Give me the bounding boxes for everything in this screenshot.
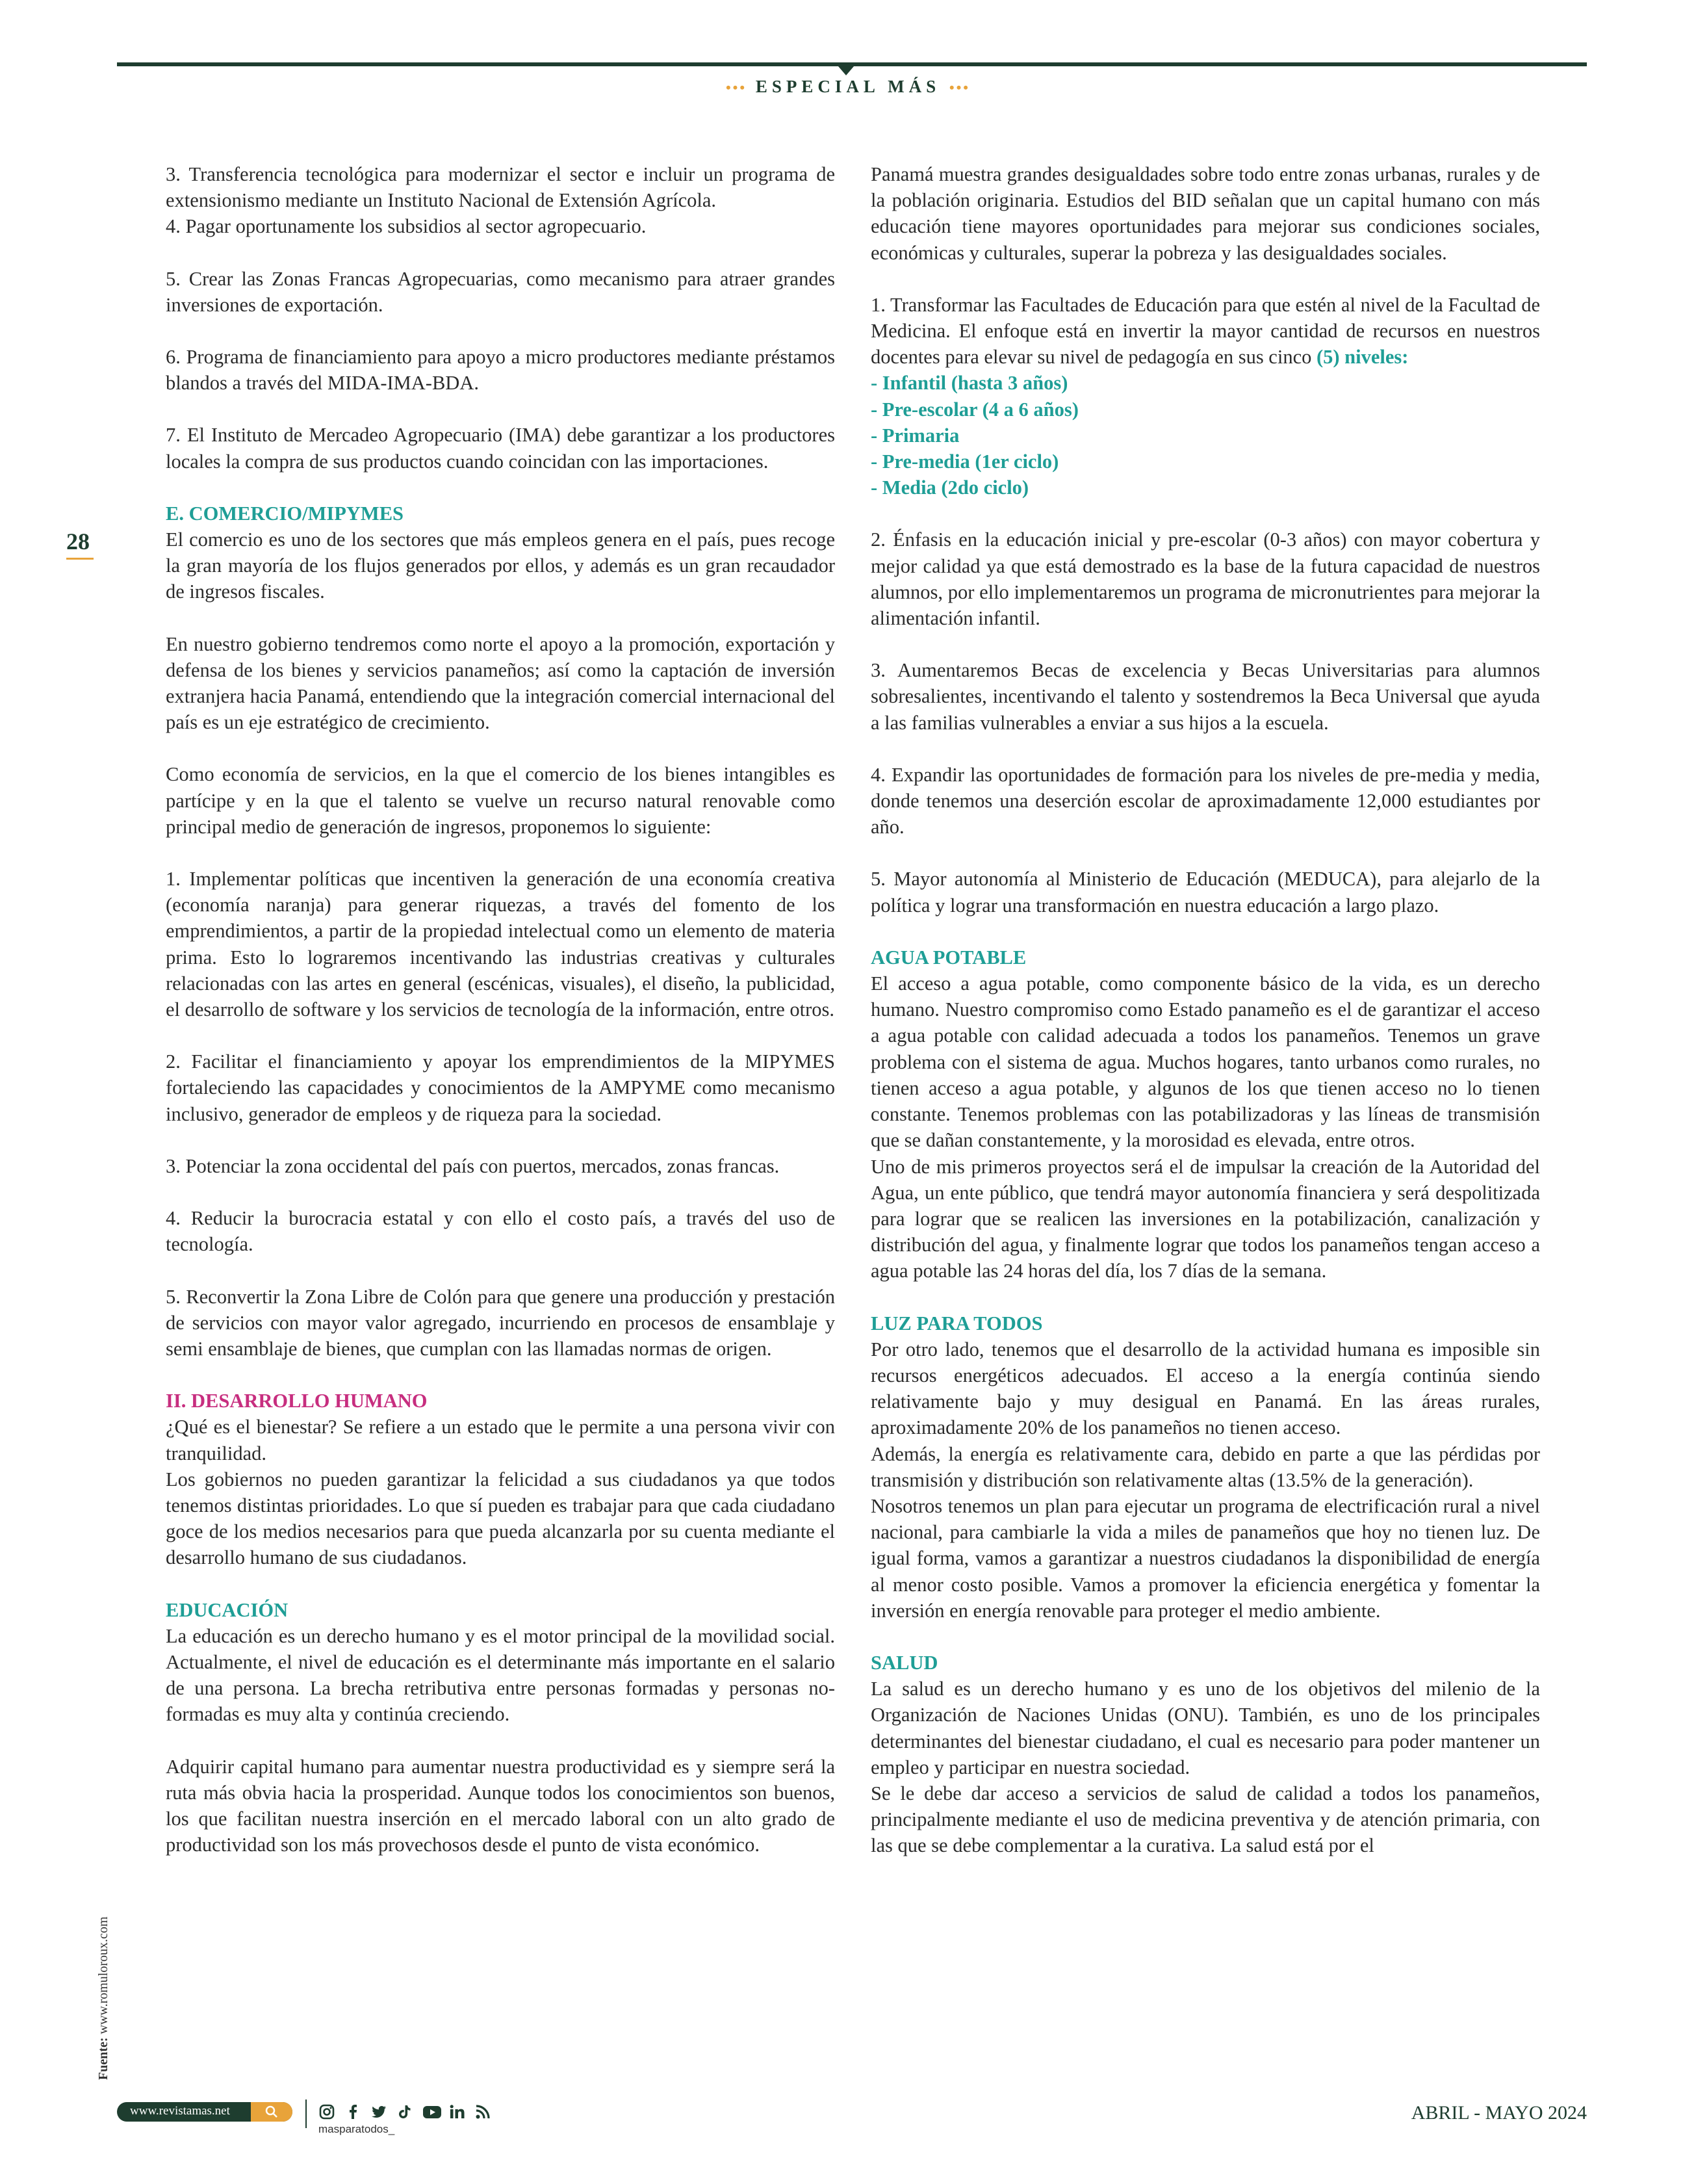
issue-date: ABRIL - MAYO 2024 bbox=[1411, 2102, 1587, 2124]
footer bbox=[117, 2097, 1587, 2136]
paragraph: 6. Programa de financiamiento para apoyo a micro productores mediante préstamos blandos a través del MIDA-IMA-BDA. bbox=[166, 346, 835, 395]
right-dots: ••• bbox=[949, 79, 971, 96]
paragraph: Nosotros tenemos un plan para ejecutar un programa de electrificación rural a nivel nacional, para cambiarle la vida a miles de panameños que hoy no tienen luz. De igual forma, vamos a garantizar a nuestros ciudadanos la disponibilidad de energía al menor costo posible. Vamos a promover la eficiencia energética y fomentar la inversión en energía renovable para proteger el medio ambiente. bbox=[871, 1494, 1540, 1622]
paragraph: 7. El Instituto de Mercadeo Agropecuario (IMA) debe garantizar a los productores locales la compra de sus productos cuando coincidan con las importaciones. bbox=[166, 424, 835, 473]
header-notch bbox=[838, 66, 854, 75]
paragraph: La educación es un derecho humano y es el motor principal de la movilidad social. Actualmente, el nivel de educación es el determinante más importante en el salario de una persona. La brecha retributiva entre personas formadas y personas no-formadas es muy alta y continúa creciendo. bbox=[166, 1624, 835, 1726]
paragraph: Los gobiernos no pueden garantizar la felicidad a sus ciudadanos ya que todos tenemos distintas prioridades. Lo que sí pueden es trabajar para que cada ciudadano goce de los medios necesarios para que pueda alcanzarla por su cuenta mediante el desarrollo humano de sus ciudadanos. bbox=[166, 1468, 835, 1569]
section-heading: LUZ PARA TODOS bbox=[871, 1312, 1043, 1334]
twitter-icon[interactable] bbox=[370, 2103, 387, 2120]
education-level-item: - Media (2do ciclo) bbox=[871, 476, 1029, 499]
paragraph: 4. Reducir la burocracia estatal y con ello el costo país, a través del uso de tecnología. bbox=[166, 1207, 835, 1256]
search-button[interactable] bbox=[251, 2102, 292, 2122]
education-point-1-text: 1. Transformar las Facultades de Educación para que estén al nivel de la Facultad de Medicina. El enfoque está en invertir la mayor cantidad de recursos en nuestros docentes para elevar su nivel de pedagogía en sus cinco bbox=[871, 293, 1540, 369]
source-credit bbox=[96, 1917, 111, 2080]
section-tag bbox=[0, 77, 1696, 97]
education-point-1 bbox=[871, 292, 1540, 370]
paragraph: 4. Expandir las oportunidades de formación para los niveles de pre-media y media, donde tenemos una deserción escolar de aproximadamente 12,000 estudiantes por año. bbox=[871, 763, 1540, 838]
paragraph: ¿Qué es el bienestar? Se refiere a un estado que le permite a una persona vivir con tranquilidad. bbox=[166, 1416, 835, 1464]
website-url[interactable]: www.revistamas.net bbox=[130, 2104, 230, 2118]
section-heading: E. COMERCIO/MIPYMES bbox=[166, 502, 404, 525]
intro-paragraph: Panamá muestra grandes desigualdades sobre todo entre zonas urbanas, rurales y de la población originaria. Estudios del BID señalan que un capital humano con más educación tiene mayores oportunidades para mejorar sus condiciones sociales, económicas y culturales, superar la pobreza y las desigualdades sociales. bbox=[871, 163, 1540, 264]
levels-intro: (5) niveles: bbox=[1316, 346, 1409, 369]
section-heading: II. DESARROLLO HUMANO bbox=[166, 1390, 428, 1412]
footer-divider bbox=[305, 2100, 307, 2128]
left-dots: ••• bbox=[725, 79, 747, 96]
paragraph: Por otro lado, tenemos que el desarrollo de la actividad humana es imposible sin recursos energéticos adecuados. El acceso a la energía continúa siendo relativamente bajo y muy desigual en Panamá. En las áreas rurales, aproximadamente 20% de los panameños no tienen acceso. bbox=[871, 1338, 1540, 1439]
section-heading: AGUA POTABLE bbox=[871, 946, 1027, 968]
youtube-icon[interactable] bbox=[422, 2103, 439, 2120]
paragraph: Uno de mis primeros proyectos será el de impulsar la creación de la Autoridad del Agua, un ente público, que tendrá mayor autonomía financiera y será despolitizada para lograr que se realicen las inversiones en la potabilización, canalización y distribución del agua, y finalmente lograr que todos los panameños tengan acceso a agua potable las 24 horas del día, los 7 días de la semana. bbox=[871, 1155, 1540, 1282]
source-label: Fuente: bbox=[96, 2037, 110, 2080]
paragraph: El comercio es uno de los sectores que más empleos genera en el país, pues recoge la gran mayoría de los flujos generados por ellos, y además es un gran recaudador de ingresos fiscales. bbox=[166, 528, 835, 603]
social-handle[interactable]: masparatodos_ bbox=[318, 2123, 395, 2135]
paragraph: Adquirir capital humano para aumentar nuestra productividad es y siempre será la ruta más obvia hacia la prosperidad. Aunque todos los conocimientos son buenos, los que facilitan nuestra inserción en el mercado laboral con un alto grado de productividad son los más provechosos desde el punto de vista económico. bbox=[166, 1755, 835, 1856]
social-icons bbox=[318, 2101, 491, 2123]
section-heading: EDUCACIÓN bbox=[166, 1598, 289, 1621]
tiktok-icon[interactable] bbox=[396, 2103, 413, 2120]
website-pill[interactable] bbox=[117, 2102, 292, 2122]
education-level-item: - Pre-media (1er ciclo) bbox=[871, 450, 1059, 473]
paragraph: 2. Énfasis en la educación inicial y pre-escolar (0-3 años) con mayor cobertura y mejor calidad ya que está demostrado es la base de la futura capacidad de nuestros alumnos, por ello implementaremos un programa de micronutrientes para mejorar la alimentación infantil. bbox=[871, 528, 1540, 630]
page-number-rule bbox=[66, 558, 94, 560]
paragraph: En nuestro gobierno tendremos como norte el apoyo a la promoción, exportación y defensa de los bienes y servicios panameños; así como la captación de inversión extranjera hacia Panamá, entendiendo que la integración comercial internacional del país es un eje estratégico de crecimiento. bbox=[166, 632, 835, 734]
education-level-item: - Pre-escolar (4 a 6 años) bbox=[871, 398, 1079, 421]
left-column bbox=[166, 161, 835, 1884]
right-column bbox=[871, 161, 1540, 1859]
rss-icon[interactable] bbox=[474, 2103, 491, 2120]
source-url: www.romuloroux.com bbox=[96, 1916, 110, 2034]
paragraph: 1. Implementar políticas que incentiven la generación de una economía creativa (economía naranja) para generar riquezas, a través del fomento de los emprendimientos, a partir de la propiedad intelectual como un elemento de materia prima. Esto lo lograremos incentivando las industrias creativas y culturales relacionadas con las artes en general (escénicas, visuales), el diseño, la publicidad, el desarrollo de software y los servicios de tecnología de la información, entre otros. bbox=[166, 868, 835, 1021]
paragraph: 5. Crear las Zonas Francas Agropecuarias, como mecanismo para atraer grandes inversiones de exportación. bbox=[166, 267, 835, 316]
right-column-blocks bbox=[871, 526, 1540, 1858]
paragraph: 3. Transferencia tecnológica para modernizar el sector e incluir un programa de extensionismo mediante un Instituto Nacional de Extensión Agrícola. bbox=[166, 163, 835, 212]
paragraph: 4. Pagar oportunamente los subsidios al sector agropecuario. bbox=[166, 215, 647, 238]
education-level-item: - Primaria bbox=[871, 424, 960, 447]
paragraph: 3. Aumentaremos Becas de excelencia y Becas Universitarias para alumnos sobresalientes, incentivando el talento y sostendremos la Beca Universal que ayuda a las familias vulnerables a enviar a sus hijos a la escuela. bbox=[871, 659, 1540, 734]
search-icon bbox=[265, 2105, 278, 2118]
education-levels-list bbox=[871, 370, 1540, 500]
paragraph: Como economía de servicios, en la que el comercio de los bienes intangibles es partícipe y en la que el talento se vuelve un recurso natural renovable como principal medio de generación de ingresos, proponemos lo siguiente: bbox=[166, 763, 835, 838]
paragraph: 2. Facilitar el financiamiento y apoyar los emprendimientos de la MIPYMES fortaleciendo las capacidades y conocimientos de la AMPYME como mecanismo inclusivo, generador de empleos y de riqueza para la sociedad. bbox=[166, 1050, 835, 1125]
paragraph: El acceso a agua potable, como componente básico de la vida, es un derecho humano. Nuestro compromiso como Estado panameño es el de garantizar el acceso a agua potable con calidad adecuada a todos los panameños. Tenemos un grave problema con el sistema de agua. Muchos hogares, tanto urbanos como rurales, no tienen acceso a agua potable, y algunos de los que tienen acceso no lo tienen constante. Tenemos problemas con las potabilizadoras y las líneas de transmisión que se dañan constantemente, y la morosidad es elevada, entre otros. bbox=[871, 972, 1540, 1152]
linkedin-icon[interactable] bbox=[448, 2103, 465, 2120]
instagram-icon[interactable] bbox=[318, 2103, 335, 2120]
paragraph: Se le debe dar acceso a servicios de salud de calidad a todos los panameños, principalmente mediante el uso de medicina preventiva y de atención primaria, con las que se debe complementar a la curativa. La salud está por el bbox=[871, 1782, 1540, 1857]
paragraph: La salud es un derecho humano y es uno de los objetivos del milenio de la Organización de Naciones Unidas (ONU). También, es uno de los principales determinantes del bienestar ciudadano, el cual es necesario para poder mantener un empleo y participar en nuestra sociedad. bbox=[871, 1678, 1540, 1778]
page-number: 28 bbox=[66, 528, 90, 554]
section-tag-label: ESPECIAL MÁS bbox=[755, 77, 941, 96]
paragraph: 5. Reconvertir la Zona Libre de Colón para que genere una producción y prestación de servicios con mayor valor agregado, incurriendo en procesos de ensamblaje y semi ensamblaje de bienes, que cumplan con las llamadas normas de origen. bbox=[166, 1285, 835, 1360]
paragraph: Además, la energía es relativamente cara, debido en parte a que las pérdidas por transmisión y distribución son relativamente altas (13.5% de la generación). bbox=[871, 1442, 1540, 1491]
paragraph: 3. Potenciar la zona occidental del país con puertos, mercados, zonas francas. bbox=[166, 1154, 780, 1177]
education-level-item: - Infantil (hasta 3 años) bbox=[871, 372, 1068, 395]
paragraph: 5. Mayor autonomía al Ministerio de Educación (MEDUCA), para alejarlo de la política y lograr una transformación en nuestra educación a largo plazo. bbox=[871, 868, 1540, 916]
section-heading: SALUD bbox=[871, 1651, 938, 1674]
facebook-icon[interactable] bbox=[344, 2103, 361, 2120]
